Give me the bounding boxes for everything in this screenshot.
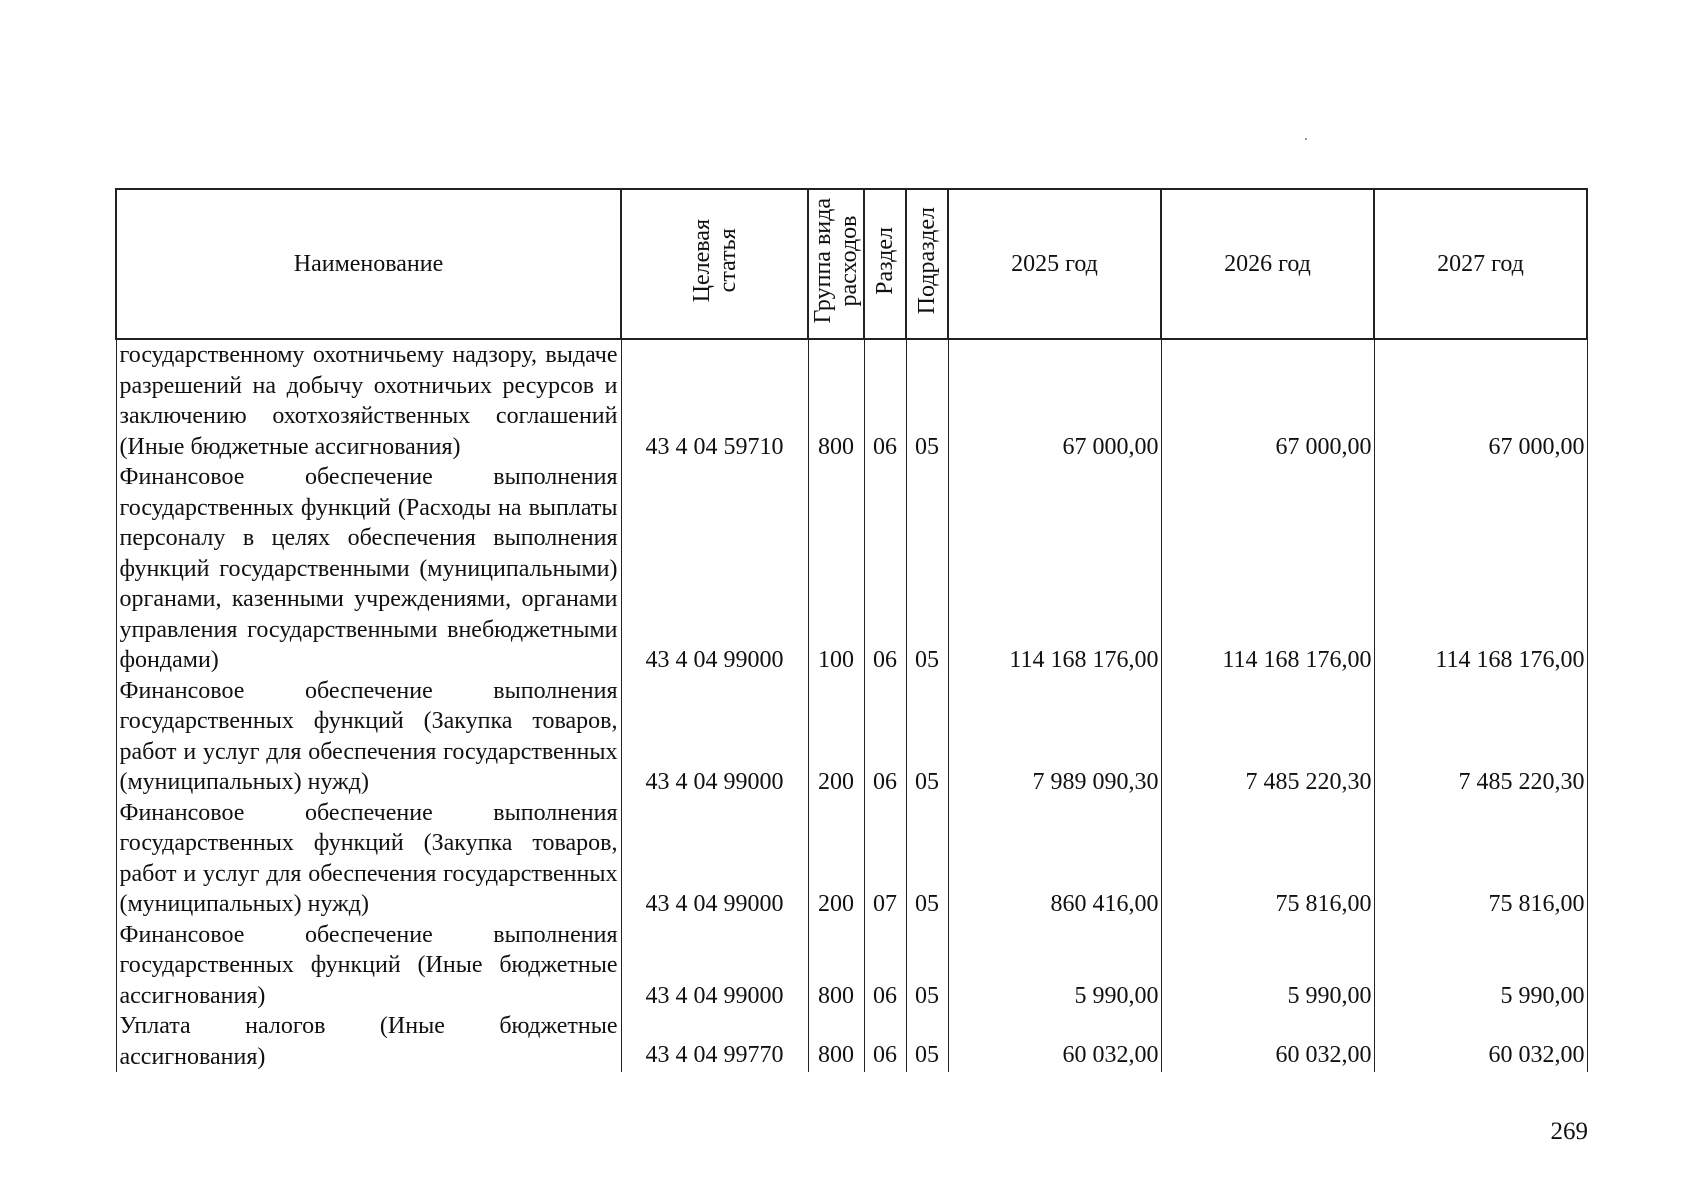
cell-year-2027: 75 816,00	[1374, 798, 1587, 920]
cell-expense-group: 800	[808, 1011, 864, 1072]
cell-subsection: 05	[906, 676, 948, 798]
cell-subsection: 05	[906, 462, 948, 676]
cell-year-2026: 60 032,00	[1161, 1011, 1374, 1072]
cell-year-2027: 7 485 220,30	[1374, 676, 1587, 798]
header-year-2025: 2025 год	[948, 189, 1161, 339]
cell-expense-group: 200	[808, 798, 864, 920]
header-year-2027: 2027 год	[1374, 189, 1587, 339]
cell-section: 06	[864, 920, 906, 1012]
cell-year-2025: 7 989 090,30	[948, 676, 1161, 798]
cell-name: Финансовое обеспечение выполнения государственных функций (Расходы на выплаты персоналу в целях обеспечения выполнения функций государственными (муниципальными) органами, казенными учреждениями, органами управления государственными внебюджетными фондами)	[116, 462, 621, 676]
cell-year-2027: 114 168 176,00	[1374, 462, 1587, 676]
cell-year-2026: 5 990,00	[1161, 920, 1374, 1012]
cell-subsection: 05	[906, 1011, 948, 1072]
cell-target-article: 43 4 04 99000	[621, 798, 808, 920]
cell-target-article: 43 4 04 99000	[621, 462, 808, 676]
cell-target-article: 43 4 04 99000	[621, 676, 808, 798]
table-row	[116, 339, 1587, 462]
cell-year-2025: 67 000,00	[948, 339, 1161, 462]
table-body	[116, 339, 1587, 1072]
table-row	[116, 676, 1587, 798]
cell-section: 07	[864, 798, 906, 920]
cell-year-2026: 114 168 176,00	[1161, 462, 1374, 676]
page-number: 269	[1550, 1118, 1588, 1145]
cell-subsection: 05	[906, 920, 948, 1012]
cell-name: Финансовое обеспечение выполнения государственных функций (Закупка товаров, работ и услуг для обеспечения государственных (муниципальных) нужд)	[116, 676, 621, 798]
cell-subsection: 05	[906, 798, 948, 920]
cell-name: Уплата налогов (Иные бюджетные ассигнования)	[116, 1011, 621, 1072]
cell-year-2027: 67 000,00	[1374, 339, 1587, 462]
table-row	[116, 462, 1587, 676]
header-section: Раздел	[864, 189, 906, 339]
cell-target-article: 43 4 04 59710	[621, 339, 808, 462]
cell-expense-group: 800	[808, 339, 864, 462]
header-name: Наименование	[116, 189, 621, 339]
cell-subsection: 05	[906, 339, 948, 462]
cell-target-article: 43 4 04 99770	[621, 1011, 808, 1072]
cell-target-article: 43 4 04 99000	[621, 920, 808, 1012]
cell-year-2025: 114 168 176,00	[948, 462, 1161, 676]
budget-table	[115, 188, 1588, 1072]
cell-expense-group: 800	[808, 920, 864, 1012]
cell-year-2025: 860 416,00	[948, 798, 1161, 920]
scan-speck	[1305, 138, 1307, 140]
table-row	[116, 1011, 1587, 1072]
table-row	[116, 798, 1587, 920]
cell-year-2025: 60 032,00	[948, 1011, 1161, 1072]
header-expense-group: Группа вида расходов	[808, 189, 864, 339]
cell-section: 06	[864, 676, 906, 798]
cell-name: Финансовое обеспечение выполнения государственных функций (Закупка товаров, работ и услуг для обеспечения государственных (муниципальных) нужд)	[116, 798, 621, 920]
table-header-row	[116, 189, 1587, 339]
cell-section: 06	[864, 339, 906, 462]
cell-expense-group: 200	[808, 676, 864, 798]
header-year-2026: 2026 год	[1161, 189, 1374, 339]
cell-year-2026: 67 000,00	[1161, 339, 1374, 462]
cell-year-2026: 75 816,00	[1161, 798, 1374, 920]
cell-name: Финансовое обеспечение выполнения государственных функций (Иные бюджетные ассигнования)	[116, 920, 621, 1012]
cell-expense-group: 100	[808, 462, 864, 676]
cell-year-2026: 7 485 220,30	[1161, 676, 1374, 798]
cell-year-2027: 60 032,00	[1374, 1011, 1587, 1072]
cell-year-2025: 5 990,00	[948, 920, 1161, 1012]
cell-year-2027: 5 990,00	[1374, 920, 1587, 1012]
cell-section: 06	[864, 1011, 906, 1072]
cell-section: 06	[864, 462, 906, 676]
header-subsection: Подраздел	[906, 189, 948, 339]
cell-name: государственному охотничьему надзору, выдаче разрешений на добычу охотничьих ресурсов и заключению охотхозяйственных соглашений (Иные бюджетные ассигнования)	[116, 339, 621, 462]
header-target-article: Целевая статья	[621, 189, 808, 339]
table-row	[116, 920, 1587, 1012]
